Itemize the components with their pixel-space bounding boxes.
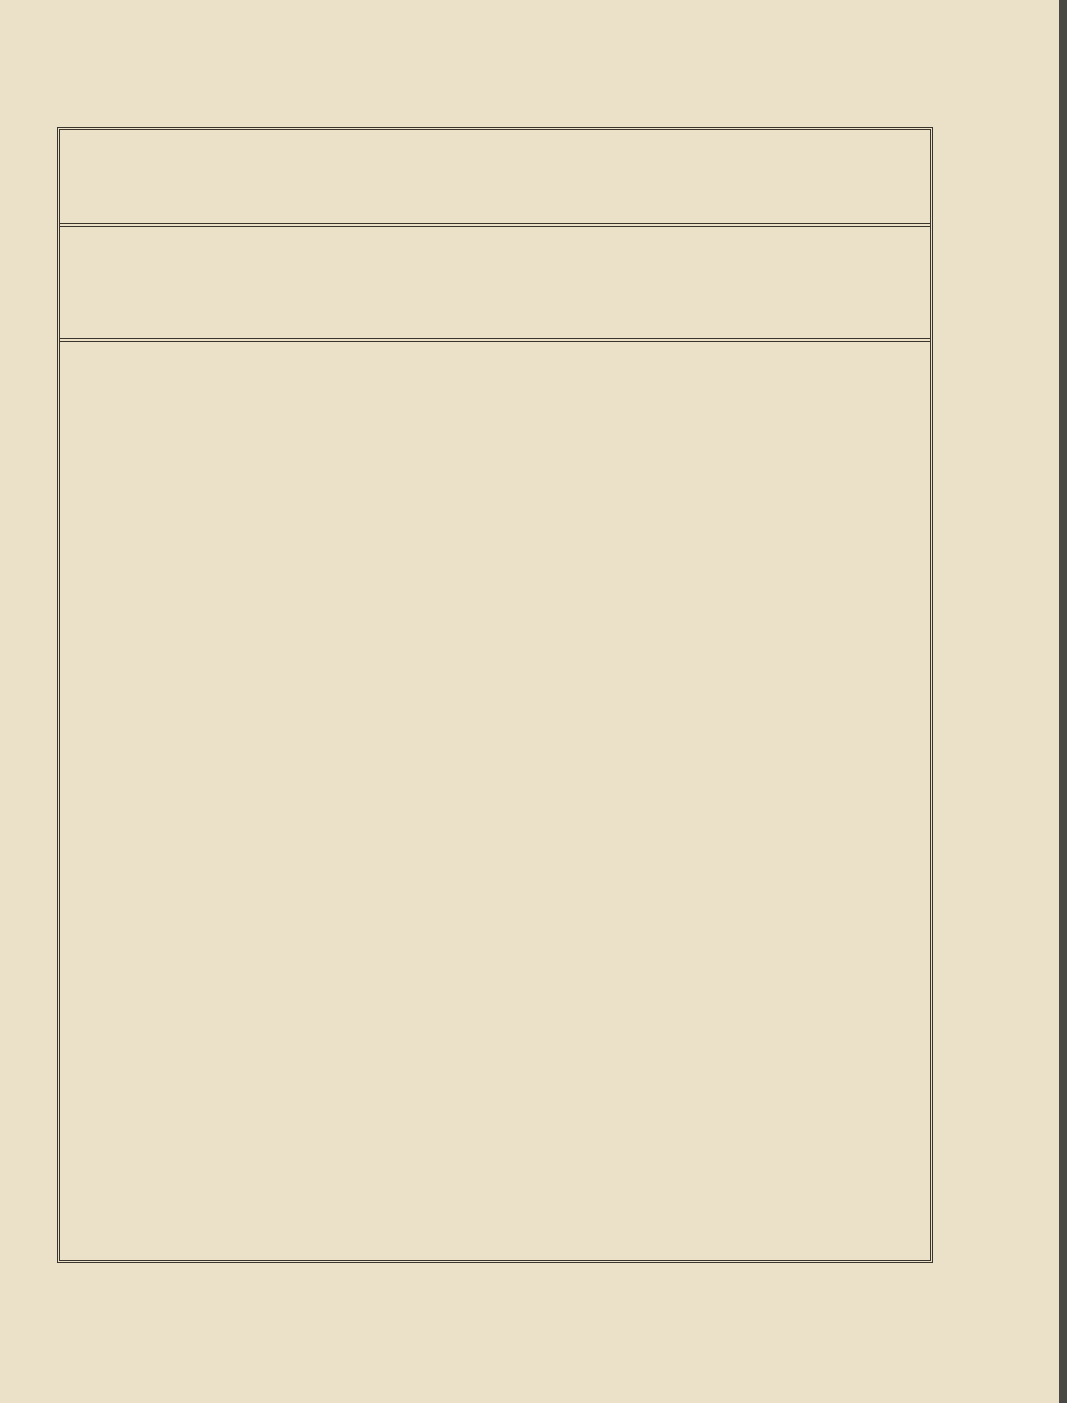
title-rule: [60, 223, 930, 224]
title-rule-2: [60, 226, 930, 227]
header-rule: [60, 338, 930, 339]
page-edge: [1059, 0, 1067, 1403]
header-rule-2: [60, 341, 930, 342]
table-frame: [57, 127, 933, 1263]
